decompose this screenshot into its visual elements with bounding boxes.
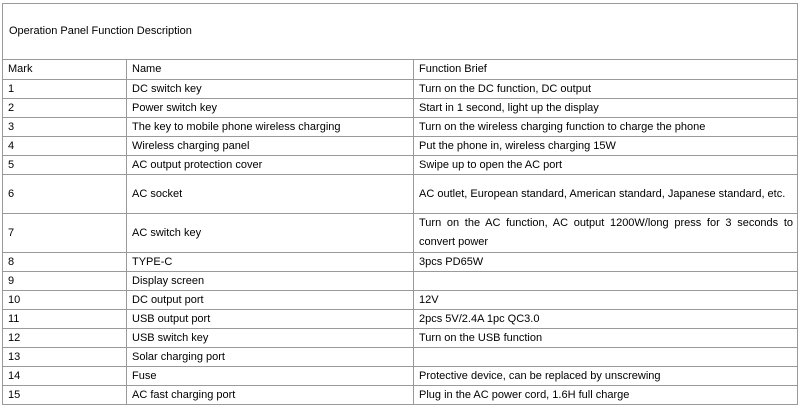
cell-mark: 4 (3, 137, 127, 156)
cell-mark: 7 (3, 214, 127, 253)
cell-name: The key to mobile phone wireless charging (127, 118, 414, 137)
cell-mark: 6 (3, 175, 127, 214)
cell-function-brief (414, 348, 798, 367)
table-body (3, 4, 798, 405)
cell-mark: 2 (3, 99, 127, 118)
table-title: Operation Panel Function Description (3, 4, 798, 60)
cell-name: AC switch key (127, 214, 414, 253)
cell-function-brief: Plug in the AC power cord, 1.6H full charge (414, 386, 798, 405)
cell-mark: 5 (3, 156, 127, 175)
cell-mark: 1 (3, 80, 127, 99)
cell-name: AC fast charging port (127, 386, 414, 405)
table-row (3, 253, 798, 272)
table-row (3, 291, 798, 310)
cell-name: Display screen (127, 272, 414, 291)
cell-mark: 8 (3, 253, 127, 272)
table-row (3, 214, 798, 253)
cell-name: Power switch key (127, 99, 414, 118)
cell-name: DC switch key (127, 80, 414, 99)
cell-name: DC output port (127, 291, 414, 310)
cell-function-brief: 2pcs 5V/2.4A 1pc QC3.0 (414, 310, 798, 329)
cell-name: Solar charging port (127, 348, 414, 367)
table-row (3, 329, 798, 348)
cell-mark: 14 (3, 367, 127, 386)
cell-function-brief: Turn on the DC function, DC output (414, 80, 798, 99)
cell-function-brief: Turn on the AC function, AC output 1200W/long press for 3 seconds to convert power (414, 214, 798, 253)
table-row (3, 310, 798, 329)
table-row (3, 386, 798, 405)
cell-mark: 11 (3, 310, 127, 329)
cell-function-brief: Swipe up to open the AC port (414, 156, 798, 175)
table-row (3, 118, 798, 137)
table-row (3, 80, 798, 99)
cell-name: TYPE-C (127, 253, 414, 272)
cell-name: AC socket (127, 175, 414, 214)
cell-name: Wireless charging panel (127, 137, 414, 156)
cell-function-brief: 3pcs PD65W (414, 253, 798, 272)
cell-function-brief: AC outlet, European standard, American standard, Japanese standard, etc. (414, 175, 798, 214)
cell-name: USB switch key (127, 329, 414, 348)
cell-mark: 10 (3, 291, 127, 310)
cell-name: USB output port (127, 310, 414, 329)
cell-function-brief: Protective device, can be replaced by unscrewing (414, 367, 798, 386)
cell-name: Fuse (127, 367, 414, 386)
cell-mark: 13 (3, 348, 127, 367)
cell-function-brief: Start in 1 second, light up the display (414, 99, 798, 118)
table-row (3, 175, 798, 214)
table-row (3, 156, 798, 175)
header-function-brief: Function Brief (414, 60, 798, 80)
table-row (3, 272, 798, 291)
cell-name: AC output protection cover (127, 156, 414, 175)
cell-function-brief: Turn on the wireless charging function to charge the phone (414, 118, 798, 137)
cell-mark: 3 (3, 118, 127, 137)
cell-function-brief: 12V (414, 291, 798, 310)
header-mark: Mark (3, 60, 127, 80)
cell-mark: 15 (3, 386, 127, 405)
cell-function-brief: Put the phone in, wireless charging 15W (414, 137, 798, 156)
function-table (2, 3, 798, 405)
cell-mark: 9 (3, 272, 127, 291)
table-row (3, 348, 798, 367)
cell-function-brief: Turn on the USB function (414, 329, 798, 348)
cell-mark: 12 (3, 329, 127, 348)
title-row (3, 4, 798, 60)
cell-function-brief (414, 272, 798, 291)
table-row (3, 99, 798, 118)
header-row (3, 60, 798, 80)
table-row (3, 137, 798, 156)
table-row (3, 367, 798, 386)
header-name: Name (127, 60, 414, 80)
function-description-sheet (2, 3, 798, 405)
